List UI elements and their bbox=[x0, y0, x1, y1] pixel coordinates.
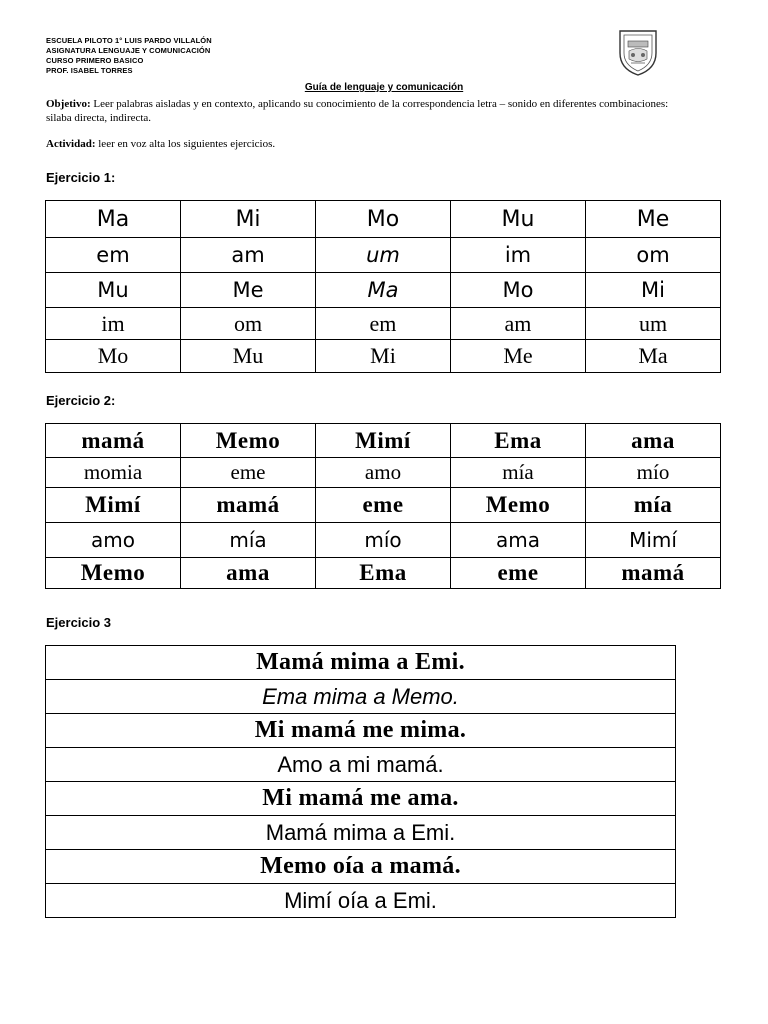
teacher-line: PROF. ISABEL TORRES bbox=[46, 66, 133, 75]
word-cell: mía bbox=[451, 458, 586, 488]
exercise-3-table bbox=[45, 645, 676, 918]
sentence-cell: Amo a mi mamá. bbox=[46, 748, 676, 782]
table-row bbox=[46, 523, 721, 558]
word-cell: eme bbox=[451, 558, 586, 589]
objective-label: Objetivo: bbox=[46, 98, 91, 110]
word-cell: mamá bbox=[181, 488, 316, 523]
word-cell: mía bbox=[586, 488, 721, 523]
table-row bbox=[46, 816, 676, 850]
page-title: Guía de lenguaje y comunicación bbox=[304, 82, 464, 93]
table-row bbox=[46, 340, 721, 373]
syllable-cell: Mo bbox=[46, 340, 181, 373]
sentence-cell: Mi mamá me mima. bbox=[46, 714, 676, 748]
word-cell: Memo bbox=[46, 558, 181, 589]
word-cell: momia bbox=[46, 458, 181, 488]
table-row bbox=[46, 238, 721, 273]
table-row bbox=[46, 558, 721, 589]
word-cell: Ema bbox=[451, 424, 586, 458]
table-row bbox=[46, 782, 676, 816]
syllable-cell: Ma bbox=[586, 340, 721, 373]
syllable-cell: Mi bbox=[316, 340, 451, 373]
exercise-1-table bbox=[45, 200, 721, 373]
exercise-2-table bbox=[45, 423, 721, 589]
word-cell: Mimí bbox=[586, 523, 721, 558]
syllable-cell: im bbox=[46, 308, 181, 340]
table-row bbox=[46, 680, 676, 714]
word-cell: ama bbox=[181, 558, 316, 589]
syllable-cell: am bbox=[451, 308, 586, 340]
syllable-cell: Ma bbox=[46, 201, 181, 238]
syllable-cell: em bbox=[46, 238, 181, 273]
word-cell: mía bbox=[181, 523, 316, 558]
table-row bbox=[46, 273, 721, 308]
table-row bbox=[46, 488, 721, 523]
syllable-cell: Mo bbox=[451, 273, 586, 308]
word-cell: Mimí bbox=[46, 488, 181, 523]
word-cell: Ema bbox=[316, 558, 451, 589]
table-row bbox=[46, 308, 721, 340]
word-cell: ama bbox=[451, 523, 586, 558]
subject-line: ASIGNATURA LENGUAJE Y COMUNICACIÓN bbox=[46, 46, 211, 55]
syllable-cell: em bbox=[316, 308, 451, 340]
table-row bbox=[46, 201, 721, 238]
word-cell: eme bbox=[181, 458, 316, 488]
word-cell: eme bbox=[316, 488, 451, 523]
exercise-3-label: Ejercicio 3 bbox=[46, 615, 112, 630]
table-row bbox=[46, 458, 721, 488]
school-seal-icon bbox=[617, 27, 659, 77]
word-cell: mío bbox=[316, 523, 451, 558]
table-row bbox=[46, 748, 676, 782]
sentence-cell: Ema mima a Memo. bbox=[46, 680, 676, 714]
activity-label: Actividad: bbox=[46, 138, 96, 150]
syllable-cell: Mu bbox=[46, 273, 181, 308]
syllable-cell: Mo bbox=[316, 201, 451, 238]
syllable-cell: Mu bbox=[181, 340, 316, 373]
syllable-cell: im bbox=[451, 238, 586, 273]
syllable-cell: Me bbox=[451, 340, 586, 373]
sentence-cell: Mamá mima a Emi. bbox=[46, 646, 676, 680]
table-row bbox=[46, 424, 721, 458]
syllable-cell: om bbox=[181, 308, 316, 340]
syllable-cell: Me bbox=[586, 201, 721, 238]
sentence-cell: Mi mamá me ama. bbox=[46, 782, 676, 816]
school-name: ESCUELA PILOTO 1° LUIS PARDO VILLALÓN bbox=[46, 36, 212, 45]
word-cell: Mimí bbox=[316, 424, 451, 458]
table-row bbox=[46, 714, 676, 748]
syllable-cell: am bbox=[181, 238, 316, 273]
syllable-cell: um bbox=[316, 238, 451, 273]
objective-text: Leer palabras aisladas y en contexto, aplicando su conocimiento de la correspondencia letra – sonido en diferentes combinaciones: silaba directa, indirecta. bbox=[46, 98, 669, 124]
school-header bbox=[46, 36, 212, 76]
syllable-cell: Me bbox=[181, 273, 316, 308]
syllable-cell: um bbox=[586, 308, 721, 340]
table-row bbox=[46, 850, 676, 884]
syllable-cell: om bbox=[586, 238, 721, 273]
word-cell: mamá bbox=[46, 424, 181, 458]
word-cell: ama bbox=[586, 424, 721, 458]
table-row bbox=[46, 884, 676, 918]
activity-paragraph bbox=[46, 137, 275, 151]
word-cell: Memo bbox=[181, 424, 316, 458]
syllable-cell: Mi bbox=[586, 273, 721, 308]
word-cell: mamá bbox=[586, 558, 721, 589]
syllable-cell: Mu bbox=[451, 201, 586, 238]
table-row bbox=[46, 646, 676, 680]
sentence-cell: Mimí oía a Emi. bbox=[46, 884, 676, 918]
word-cell: mío bbox=[586, 458, 721, 488]
syllable-cell: Ma bbox=[316, 273, 451, 308]
syllable-cell: Mi bbox=[181, 201, 316, 238]
word-cell: Memo bbox=[451, 488, 586, 523]
exercise-2-label: Ejercicio 2: bbox=[46, 393, 116, 408]
objective-paragraph bbox=[46, 97, 686, 125]
course-line: CURSO PRIMERO BASICO bbox=[46, 56, 144, 65]
sentence-cell: Mamá mima a Emi. bbox=[46, 816, 676, 850]
activity-text: leer en voz alta los siguientes ejercicios. bbox=[95, 138, 276, 150]
word-cell: amo bbox=[46, 523, 181, 558]
word-cell: amo bbox=[316, 458, 451, 488]
sentence-cell: Memo oía a mamá. bbox=[46, 850, 676, 884]
exercise-1-label: Ejercicio 1: bbox=[46, 170, 116, 185]
